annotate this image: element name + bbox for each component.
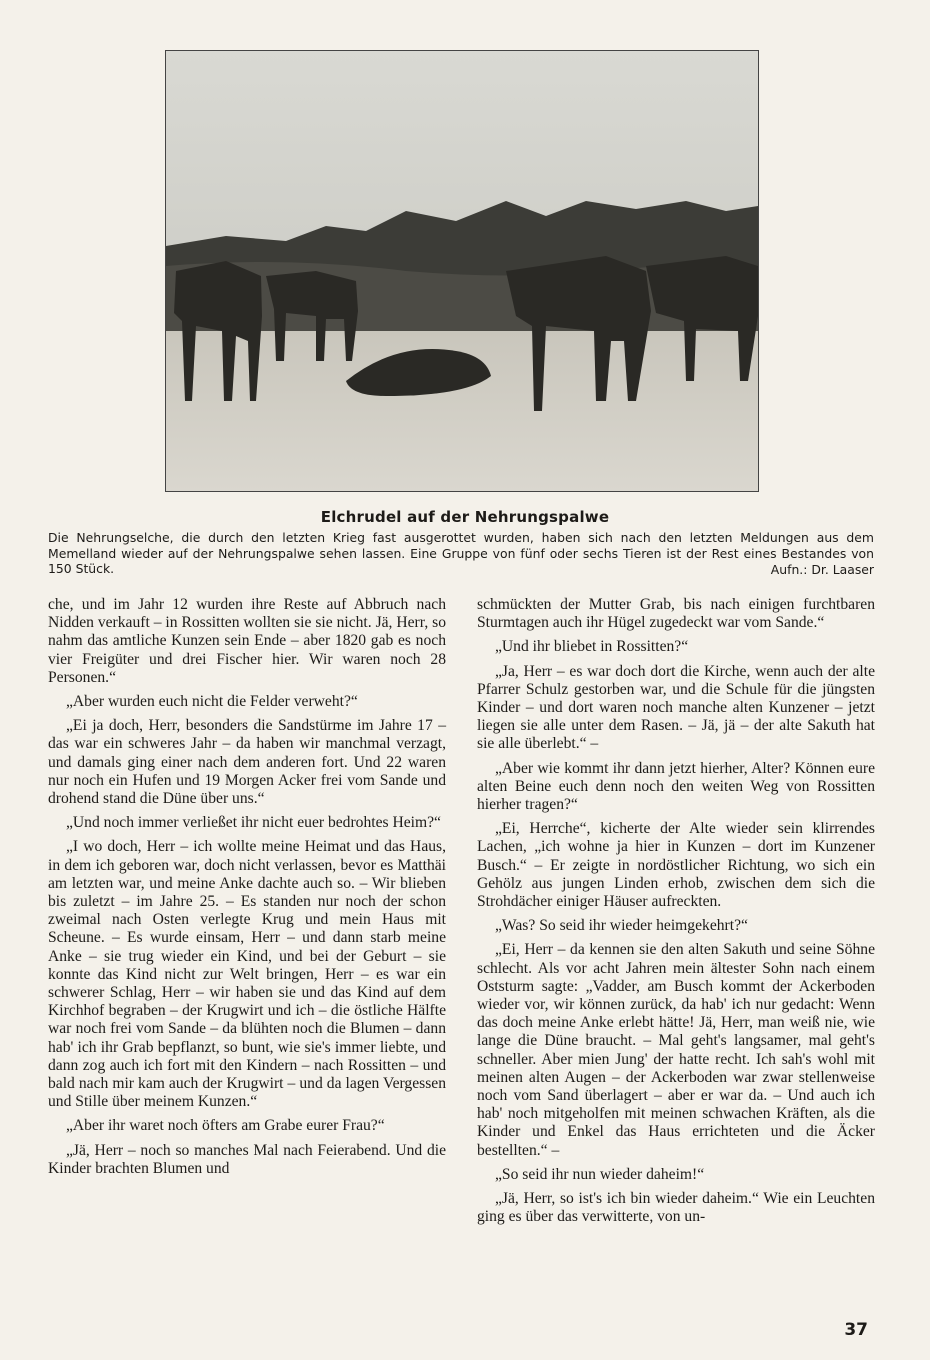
paragraph: „Aber wie kommt ihr dann jetzt hierher, Alter? Können eure alten Beine euch denn noch den weiten Weg von Rossitten hierher tragen?“ <box>477 759 875 814</box>
paragraph: che, und im Jahr 12 wurden ihre Reste auf Abbruch nach Nidden verkauft – in Rossitten wollten sie sie nicht. Jä, Herr, so nahm das amtliche Kunzen sein Ende – aber 1820 gab es noch vier Freigüter und drei Fischer hier. Wir waren noch 28 Personen.“ <box>48 596 446 686</box>
paragraph: „Und ihr bliebet in Rossitten?“ <box>495 638 689 656</box>
paragraph: „Und noch immer verließet ihr nicht euer bedrohtes Heim?“ <box>66 814 441 832</box>
paragraph: „Ja, Herr – es war doch dort die Kirche, wenn auch der alte Pfarrer Schulz gestorben war, und die Schule für die jüngsten Kinder – und dort waren noch manche alten Kunzener – jetzt liegen sie alle unter dem Rasen. – Jä, jä – der alte Sakuth hat sie alle überlebt.“ – <box>477 662 875 753</box>
paragraph: „So seid ihr nun wieder daheim!“ <box>495 1165 705 1183</box>
paragraph: „Ei, Herrche“, kicherte der Alte wieder sein klirrendes Lachen, „ich wohne ja hier in Kunzen – dort im Kunzener Busch.“ – Er zeigte in nordöstlicher Richtung, wo sich ein Gehölz aus jungen Linden erhob, zwischen dem sich die Strohdächer einiger Häuser aufreckten. <box>477 820 875 911</box>
paragraph: „I wo doch, Herr – ich wollte meine Heimat und das Haus, in dem ich geboren war, doch nicht verlassen, bevor es Matthäi am letzten war, und meine Anke dachte auch so. – Wir blieben bis zuletzt – im Jahre 25. – Es standen nur noch der schon zweimal nach Osten verlegte Krug und mein Haus mit Scheune. – Es wurde einsam, Herr – und dann starb meine Anke – sie trug wieder ein Kind, und bei der Geburt – sie konnte das Kind nicht zur Welt bringen, Herr – es war ein schwerer Schlag, Herr – wir haben sie und das Kind auf dem Kirchhof begraben – der Krugwirt und ich – die östliche Hälfte war noch frei vom Sande – da blühten noch die Blumen – dann hab' ich ihr Grab bepflanzt, so bunt, wie sie's immer liebte, und dann zog auch ich fort mit den Kindern – nach Rossitten – und bald nach mir kam auch der Krugwirt – und da lagen Vergessen und Stille über meinem Kunzen.“ <box>48 838 446 1111</box>
page-number: 37 <box>844 1320 868 1340</box>
left-column <box>48 596 446 1184</box>
paragraph: „Aber wurden euch nicht die Felder verweht?“ <box>66 693 358 711</box>
paragraph: „Jä, Herr, so ist's ich bin wieder daheim.“ Wie ein Leuchten ging es über das verwitterte, von un- <box>477 1190 875 1226</box>
photo-credit: Aufn.: Dr. Laaser <box>770 562 874 577</box>
paragraph: „Ei ja doch, Herr, besonders die Sandstürme im Jahre 17 – das war ein schweres Jahr – da haben wir manchmal verzagt, und damals ging einer nach dem anderen fort. Und 22 waren nur noch ein Hufen und 19 Morgen Acker frei vom Sande und drohend stand die Düne über uns.“ <box>48 717 446 808</box>
paragraph: „Aber ihr waret noch öfters am Grabe eurer Frau?“ <box>66 1117 385 1135</box>
caption-text: Die Nehrungselche, die durch den letzten Krieg fast ausgerottet wurden, haben sich nach den letzten Meldungen aus dem Memelland wieder auf der Nehrungspalwe sehen lassen. Eine Gruppe von fünf oder sechs Tieren ist der Rest eines Bestandes von 150 Stück. <box>48 530 874 576</box>
moose-herd-illustration <box>166 51 758 491</box>
paragraph: „Jä, Herr – noch so manches Mal nach Feierabend. Und die Kinder brachten Blumen und <box>48 1141 446 1177</box>
paragraph: „Ei, Herr – da kennen sie den alten Sakuth und seine Söhne schlecht. Als vor acht Jahren mein ältester Sohn nach einem Oststurm sagte: „Vadder, am Busch kommt der Ackerboden wieder vor, wir können zurück, da hab' ich nur gedacht: Wenn das doch meine Anke erlebt hätte! Jä, Herr, man weiß nie, wie lange die Düne braucht. – Mal geht's langsamer, mal geht's schneller. Aber mien Jung' der hatte recht. Ich sah's wohl mit meinen alten Augen – der Ackerboden war zwar stellenweise noch vom Sand überlagert – aber er war da. – Und auch ich hab' noch mitgeholfen mit meinen schwachen Kräften, als die Kinder und Enkel das Haus errichteten und die Äcker bestellten.“ – <box>477 941 875 1159</box>
right-column <box>477 596 875 1233</box>
moose-herd-photo <box>165 50 759 492</box>
caption-title: Elchrudel auf der Nehrungspalwe <box>320 508 610 526</box>
paragraph: schmückten der Mutter Grab, bis nach einigen furchtbaren Sturmtagen auch ihr Hügel zugedeckt war vom Sande.“ <box>477 596 875 632</box>
paragraph: „Was? So seid ihr wieder heimgekehrt?“ <box>495 917 748 935</box>
